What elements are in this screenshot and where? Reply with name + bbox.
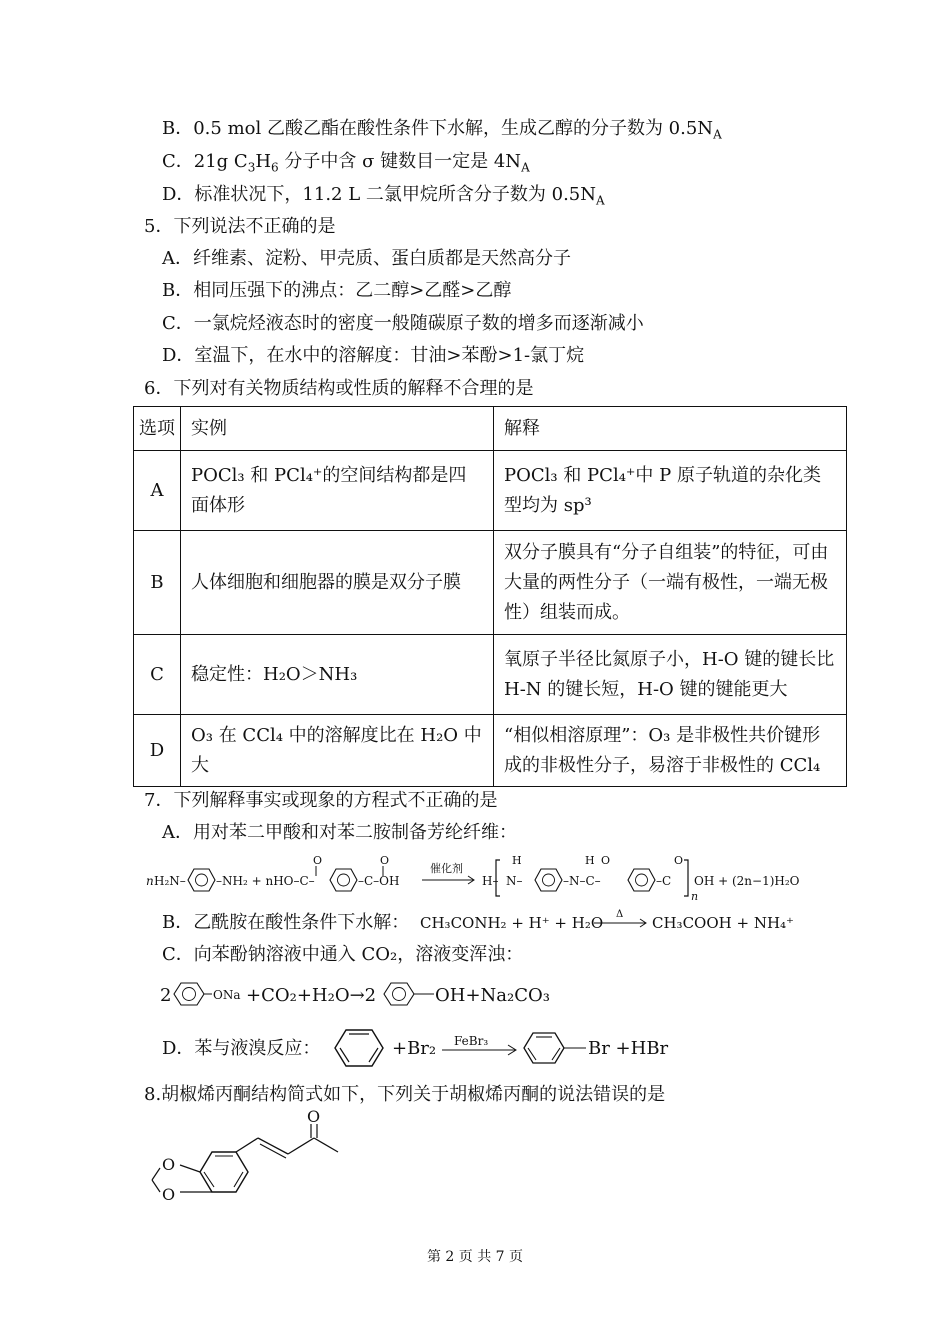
row-option: B (134, 531, 181, 635)
svg-text:N–: N– (506, 874, 523, 888)
svg-text:H: H (512, 854, 522, 867)
row-example: 人体细胞和细胞器的膜是双分子膜 (181, 531, 494, 635)
bromination-equation (330, 1020, 690, 1076)
product-end: OH + (2n−1)H₂O (694, 874, 800, 888)
ona-group: ONa (213, 988, 241, 1002)
benzene-ring-icon (330, 869, 357, 891)
aramid-equation (0, 848, 950, 908)
row-reason: POCl₃ 和 PCl₄⁺中 P 原子轨道的杂化类型均为 sp³ (494, 451, 847, 531)
q5-option-a: A．纤维素、淀粉、甲壳质、蛋白质都是天然高分子 (162, 248, 571, 269)
piperonylidene-acetone-structure (140, 1107, 360, 1210)
heat-symbol: Δ (616, 909, 624, 920)
benzene-ring-icon (174, 983, 204, 1005)
coef-2: 2 (160, 985, 172, 1006)
carbonyl-o: O (313, 854, 323, 867)
row-option: A (134, 451, 181, 531)
q4-option-d: D．标准状况下，11.2 L 二氯甲烷所含分子数为 $0.5N_A$ (162, 184, 605, 208)
q5-option-d: D．室温下，在水中的溶解度：甘油>苯酚>1-氯丁烷 (162, 345, 585, 366)
product-end: Br +HBr (588, 1038, 669, 1059)
benzene-ring-icon (384, 983, 414, 1005)
benzene-ring-icon (628, 869, 655, 891)
row-example: POCl₃ 和 PCl₄⁺的空间结构都是四面体形 (181, 451, 494, 531)
row-reason: 氧原子半径比氮原子小，H-O 键的键长比 H-N 的键长短，H-O 键的键能更大 (494, 635, 847, 715)
benzene-ring-icon (535, 869, 562, 891)
dioxole-o-top: O (162, 1155, 176, 1174)
q4-option-b: B．0.5 mol 乙酸乙酯在酸性条件下水解，生成乙醇的分子数为 $0.5N_A$ (162, 118, 722, 142)
catalyst-label: 催化剂 (430, 862, 463, 875)
degree-n: n (691, 890, 699, 903)
q7-option-c: C．向苯酚钠溶液中通入 CO₂，溶液变浑浊： (162, 944, 524, 965)
dioxole-o-bottom: O (162, 1185, 176, 1204)
q7-stem: 7．下列解释事实或现象的方程式不正确的是 (144, 790, 498, 811)
svg-text:H: H (585, 854, 595, 867)
row-example: O₃ 在 CCl₄ 中的溶解度比在 H₂O 中大 (181, 715, 494, 787)
phenoxide-equation (150, 972, 570, 1016)
row-reason: 双分子膜具有“分子自组装”的特征，可由大量的两性分子（一端有极性，一端无极性）组装而成。 (494, 531, 847, 635)
ketone-o: O (307, 1107, 321, 1126)
q7-option-b: B．乙酰胺在酸性条件下水解： (162, 912, 410, 933)
svg-text:O: O (601, 854, 611, 867)
eq-end: OH+Na₂CO₃ (435, 985, 550, 1006)
q7-option-d: D．苯与液溴反应： (162, 1038, 321, 1059)
row-reason: “相似相溶原理”：O₃ 是非极性共价键形成的非极性分子，易溶于非极性的 CCl₄ (494, 715, 847, 787)
table-header-row (134, 407, 847, 451)
benzene-ring-icon (200, 1152, 248, 1192)
header-example: 实例 (181, 407, 494, 451)
benzene-ring-icon (335, 1030, 383, 1066)
coef-n: n (146, 874, 154, 888)
eq-middle: +CO₂+H₂O→2 (246, 985, 377, 1006)
row-option: C (134, 635, 181, 715)
q8-stem: 8.胡椒烯丙酮结构简式如下，下列关于胡椒烯丙酮的说法错误的是 (144, 1084, 666, 1105)
table-row (134, 451, 847, 531)
bromine-reagent: +Br₂ (392, 1038, 437, 1059)
svg-text:O: O (674, 854, 684, 867)
row-option: D (134, 715, 181, 787)
q6-table (133, 406, 847, 787)
q5-option-c: C．一氯烷烃液态时的密度一般随碳原子数的增多而逐渐减小 (162, 313, 644, 334)
q5-stem: 5．下列说法不正确的是 (144, 216, 336, 237)
eq-right: CH₃COOH + NH₄⁺ (652, 914, 794, 932)
amine-left-group: H₂N– (154, 874, 186, 888)
table-row (134, 715, 847, 787)
acid-end-group: –C–OH (358, 874, 400, 888)
svg-text:–C: –C (656, 874, 672, 888)
row-example: 稳定性：H₂O＞NH₃ (181, 635, 494, 715)
q7-option-a: A．用对苯二甲酸和对苯二胺制备芳纶纤维： (162, 822, 517, 843)
svg-text:–N–C–: –N–C– (563, 874, 601, 888)
header-option: 选项 (134, 407, 181, 451)
table-row (134, 531, 847, 635)
carbonyl-o: O (380, 854, 390, 867)
page-footer: 第 2 页 共 7 页 (426, 1249, 524, 1265)
acetamide-equation (420, 906, 794, 938)
product-start: H– (482, 874, 499, 888)
header-reason: 解释 (494, 407, 847, 451)
eq-left: CH₃CONH₂ + H⁺ + H₂O (420, 914, 604, 932)
q6-stem: 6．下列对有关物质结构或性质的解释不合理的是 (144, 378, 534, 399)
table-row (134, 635, 847, 715)
q4-option-c: C．21g $C_3H_6$ 分子中含 σ 键数目一定是 $4N_A$ (162, 151, 530, 175)
right-bracket (684, 860, 688, 896)
catalyst-label: FeBr₃ (454, 1034, 489, 1048)
benzene-ring-icon (188, 869, 215, 891)
amine-right-acid-start: –NH₂ + nHO–C– (216, 874, 315, 888)
q5-option-b: B．相同压强下的沸点：乙二醇>乙醛>乙醇 (162, 280, 512, 301)
